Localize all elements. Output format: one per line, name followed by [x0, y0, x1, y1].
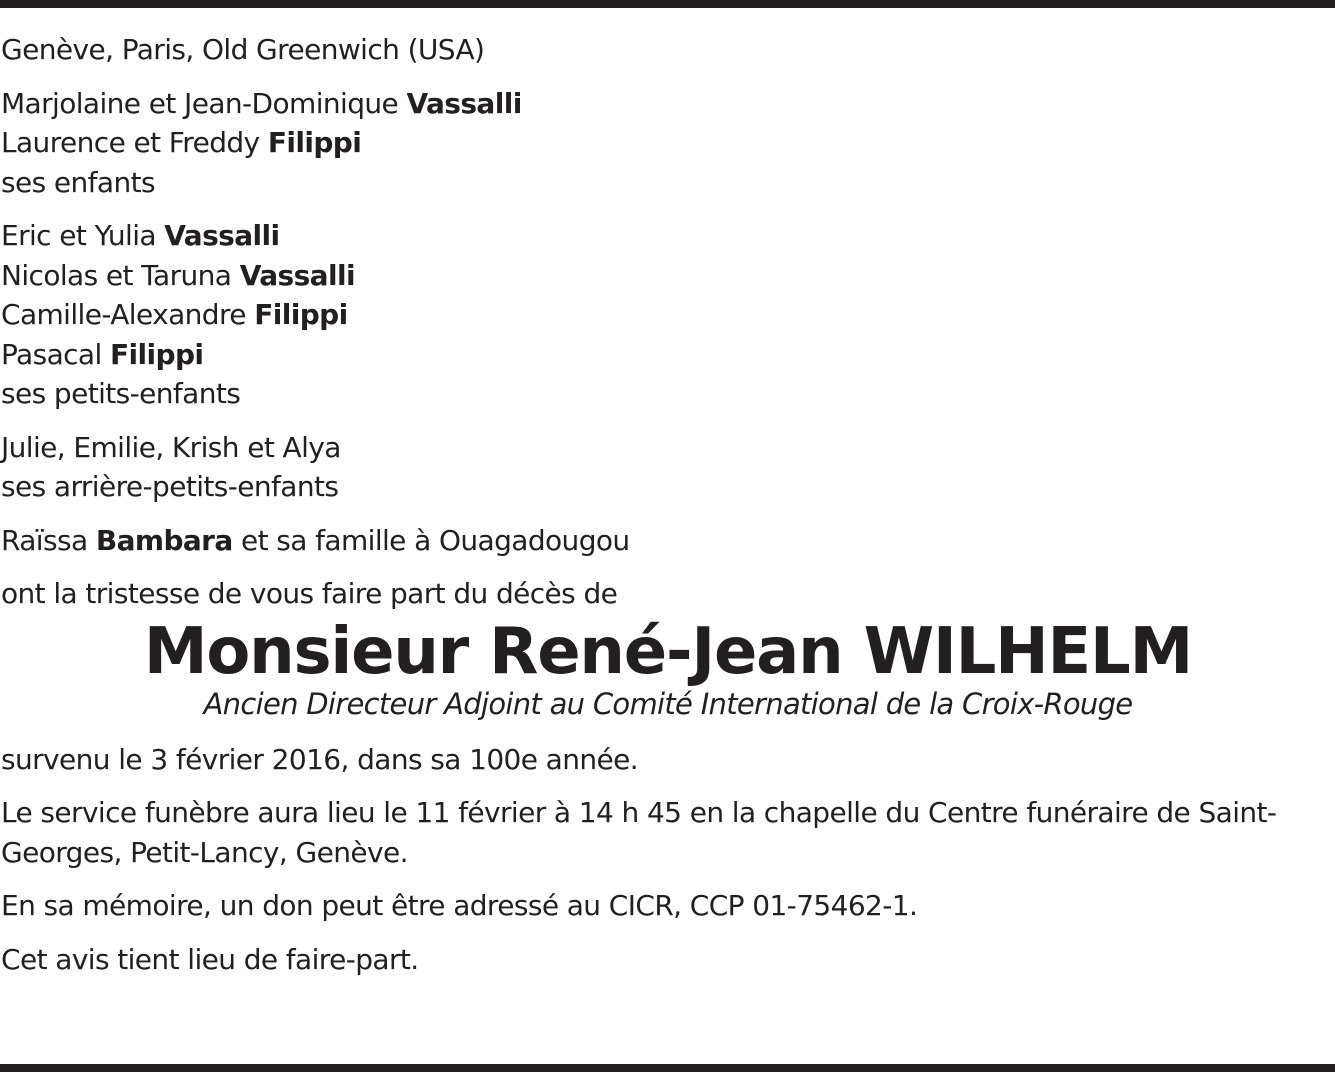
other-family-line — [1, 521, 1335, 561]
top-rule — [0, 0, 1335, 8]
great-grandchildren-block — [1, 428, 1335, 507]
grandchild-line — [1, 335, 1335, 375]
deceased-name: Monsieur René-Jean WILHELM — [143, 614, 1193, 689]
grandchild-first-names: Eric et Yulia — [1, 219, 156, 252]
death-info-text: survenu le 3 février 2016, dans sa 100e année. — [1, 742, 639, 776]
closing-text: Cet avis tient lieu de faire-part. — [1, 942, 419, 976]
child-first-names: Marjolaine et Jean-Dominique — [1, 86, 399, 120]
child-surname: Filippi — [267, 126, 362, 159]
grandchild-first-names: Camille-Alexandre — [1, 298, 246, 331]
other-first-name: Raïssa — [1, 523, 88, 557]
grandchild-first-names: Nicolas et Taruna — [1, 258, 232, 292]
grandchildren-block — [1, 216, 1335, 414]
bottom-rule — [0, 1064, 1335, 1072]
grandchild-line — [1, 295, 1335, 335]
grandchildren-relation: ses petits-enfants — [1, 377, 241, 410]
grandchild-line — [1, 216, 1335, 256]
service-block — [1, 793, 1335, 872]
great-grandchildren-names: Julie, Emilie, Krish et Alya — [1, 430, 341, 464]
donation-text: En sa mémoire, un don peut être adressé au CICR, CCP 01-75462-1. — [1, 889, 918, 922]
closing-block — [1, 940, 1335, 980]
death-info-block — [1, 740, 1335, 780]
grandchild-line — [1, 256, 1335, 296]
great-grandchildren-relation: ses arrière-petits-enfants — [1, 470, 339, 503]
other-suffix: et sa famille à Ouagadougou — [241, 523, 630, 557]
announcement-text: ont la tristesse de vous faire part du décès de — [1, 577, 618, 610]
grandchild-surname: Vassalli — [239, 258, 355, 292]
announcement-block — [1, 574, 1335, 614]
places-block — [1, 30, 1335, 70]
other-family-block — [1, 521, 1335, 561]
places-line: Genève, Paris, Old Greenwich (USA) — [1, 33, 485, 66]
donation-block — [1, 886, 1335, 926]
service-text: Le service funèbre aura lieu le 11 février à 14 h 45 en la chapelle du Centre funéraire de Saint-Georges, Petit-Lancy, Genève. — [1, 796, 1277, 869]
child-line — [1, 123, 1335, 163]
grandchild-surname: Filippi — [254, 298, 348, 331]
child-surname: Vassalli — [406, 86, 522, 120]
grandchild-surname: Filippi — [109, 337, 204, 371]
child-first-names: Laurence et Freddy — [1, 126, 260, 159]
other-surname: Bambara — [95, 523, 233, 557]
obituary-notice — [1, 30, 1335, 979]
child-line — [1, 84, 1335, 124]
children-block — [1, 84, 1335, 203]
grandchild-first-names: Pasacal — [1, 337, 102, 371]
grandchild-surname: Vassalli — [164, 219, 280, 252]
deceased-title: Ancien Directeur Adjoint au Comité International de la Croix-Rouge — [203, 686, 1133, 721]
children-relation: ses enfants — [1, 165, 156, 199]
